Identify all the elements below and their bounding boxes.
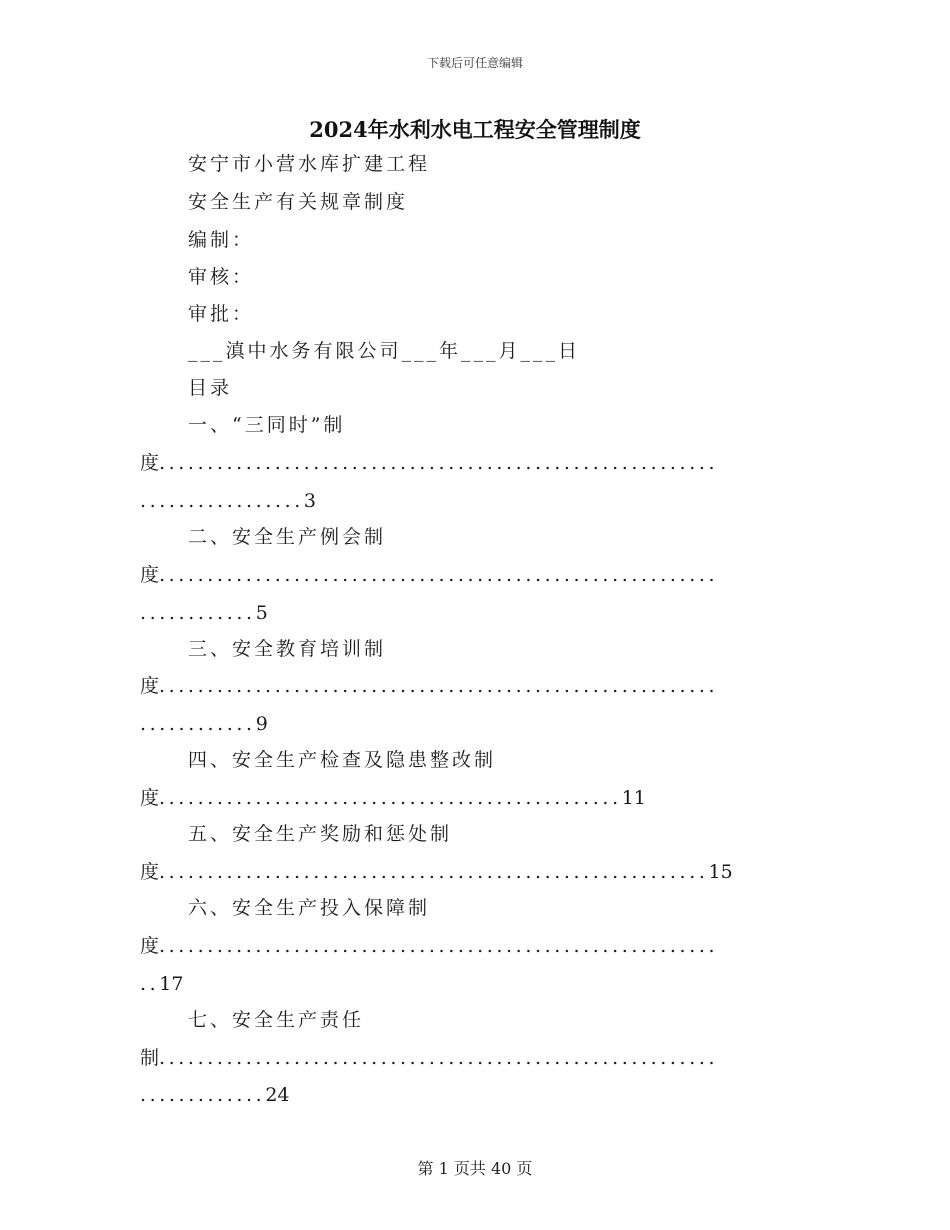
toc-entry-heading: 六、安全生产投入保障制 — [188, 897, 431, 919]
toc-entry-leader — [140, 1046, 718, 1070]
toc-dot-leader: ............ — [140, 602, 256, 624]
toc-entry-heading: 二、安全生产例会制 — [188, 526, 387, 548]
toc-entry-leader — [140, 563, 718, 587]
header-note: 下载后可任意编辑 — [426, 56, 523, 70]
toc-dot-leader: ............. — [140, 1084, 266, 1106]
page-footer: 第 1 页共 40 页 — [417, 1159, 533, 1178]
toc-dot-leader: .......................................................... — [159, 452, 719, 474]
company-date-line: ___滇中水务有限公司___年___月___日 — [188, 340, 581, 362]
toc-entry-lead: 度 — [140, 564, 160, 586]
toc-entry-lead: 度 — [140, 675, 160, 697]
toc-entry-leader — [140, 674, 718, 698]
toc-entry-lead: 度 — [140, 935, 160, 957]
document-title: 2024年水利水电工程安全管理制度 — [309, 117, 641, 142]
approve-label: 审批： — [188, 303, 255, 325]
toc-dot-leader: .......................................................... — [159, 935, 719, 957]
toc-dot-leader: .......................................................... — [159, 1047, 719, 1069]
toc-page-number: 9 — [255, 713, 268, 735]
toc-entry-leader-cont — [140, 1083, 290, 1107]
toc-entry-leader-cont — [140, 489, 316, 513]
toc-entry-heading: 七、安全生产责任 — [188, 1009, 365, 1031]
toc-entry-heading: 一、“三同时”制 — [188, 414, 346, 436]
review-label: 审核： — [188, 266, 255, 288]
toc-dot-leader: .. — [140, 973, 160, 995]
toc-entry-leader — [140, 451, 718, 475]
toc-dot-leader: .......................................................... — [159, 675, 719, 697]
document-subtitle: 安全生产有关规章制度 — [188, 191, 409, 213]
toc-entry-lead: 度 — [140, 861, 160, 883]
toc-dot-leader: ............ — [140, 713, 256, 735]
toc-entry-heading: 四、安全生产检查及隐患整改制 — [188, 749, 497, 771]
toc-entry-heading: 三、安全教育培训制 — [188, 638, 387, 660]
toc-dot-leader: ......................................................... — [159, 861, 709, 883]
toc-dot-leader: .......................................................... — [159, 564, 719, 586]
toc-dot-leader: ................................................ — [159, 787, 622, 809]
toc-page-number: 17 — [159, 973, 184, 995]
toc-page-number: 3 — [303, 490, 316, 512]
toc-heading: 目录 — [188, 377, 233, 399]
toc-entry-lead: 度 — [140, 452, 160, 474]
toc-page-number: 15 — [708, 861, 733, 883]
toc-entry-leader — [140, 786, 646, 810]
toc-entry-leader — [140, 860, 733, 884]
project-name: 安宁市小营水库扩建工程 — [188, 153, 431, 175]
compile-label: 编制： — [188, 229, 255, 251]
toc-page-number: 5 — [255, 602, 268, 624]
toc-entry-lead: 制 — [140, 1047, 160, 1069]
toc-entry-heading: 五、安全生产奖励和惩处制 — [188, 823, 453, 845]
toc-page-number: 11 — [621, 787, 646, 809]
toc-page-number: 24 — [265, 1084, 290, 1106]
toc-entry-leader-cont — [140, 972, 183, 996]
toc-entry-leader-cont — [140, 601, 268, 625]
toc-dot-leader: ................. — [140, 490, 304, 512]
toc-entry-leader — [140, 934, 718, 958]
toc-entry-lead: 度 — [140, 787, 160, 809]
toc-entry-leader-cont — [140, 712, 268, 736]
